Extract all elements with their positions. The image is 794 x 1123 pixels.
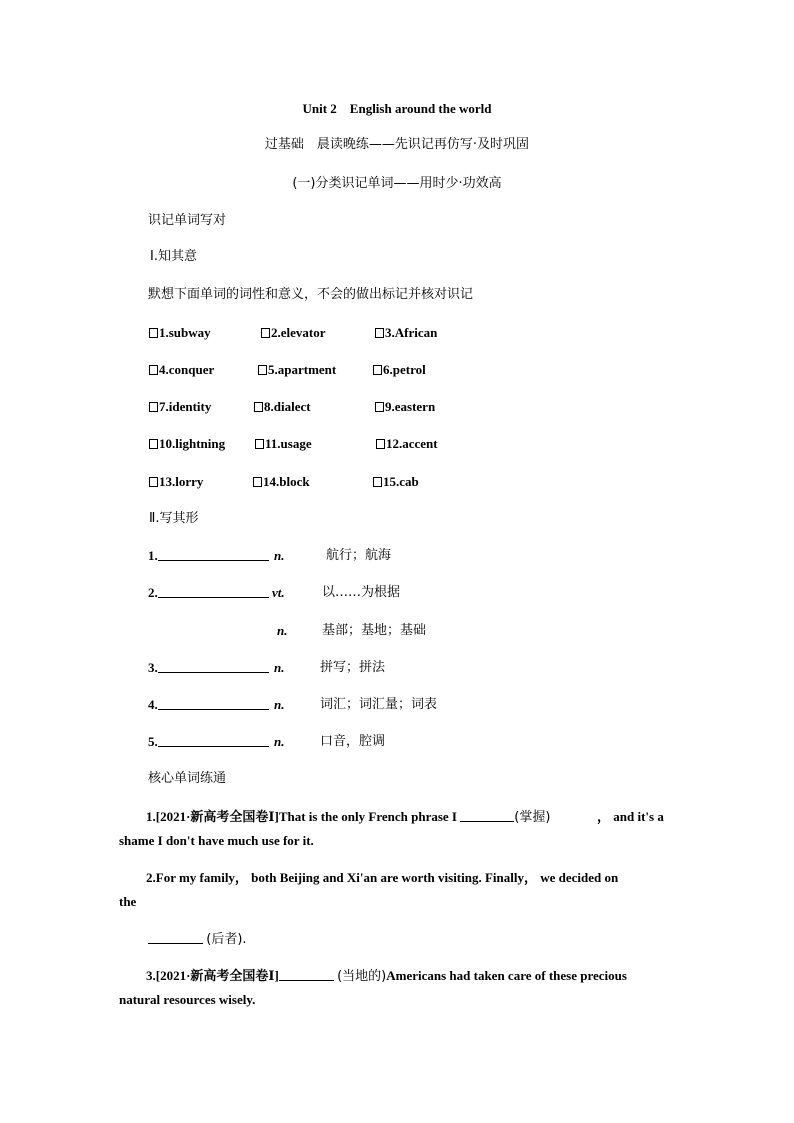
word-item: 12.accent (376, 436, 438, 452)
word-item: 5.apartment (258, 362, 336, 378)
write-item-meaning: 拼写；拼法 (320, 660, 386, 675)
write-item-meaning: 基部；基地；基础 (322, 623, 427, 638)
write-item-pos: vt. (272, 585, 285, 600)
write-item-pos: n. (274, 548, 285, 563)
write-item-meaning: 口音，腔调 (320, 734, 386, 749)
answer-blank[interactable] (158, 697, 269, 710)
question-2-line-3: (后者). (148, 931, 247, 948)
checkbox-icon[interactable] (149, 328, 158, 338)
write-item: 4. (148, 697, 269, 713)
write-item-pos: n. (274, 734, 285, 749)
word-item: 13.lorry (149, 474, 203, 490)
write-item-meaning: 航行；航海 (326, 548, 392, 563)
checkbox-icon[interactable] (376, 439, 385, 449)
write-item-pos: n. (277, 623, 288, 638)
question-3-line-1: 3.[2021·新高考全国卷Ⅰ] (当地的)Americans had taken care of these precious (146, 968, 627, 984)
word-item: 10.lightning (149, 436, 225, 452)
checkbox-icon[interactable] (373, 477, 382, 487)
unit-title: Unit 2 English around the world (302, 101, 492, 116)
question-1-line-2: shame I don't have much use for it. (119, 833, 314, 848)
word-item: 7.identity (149, 399, 211, 415)
checkbox-icon[interactable] (149, 439, 158, 449)
part-b-heading: 核心单词练通 (148, 771, 227, 786)
answer-blank[interactable] (148, 931, 203, 944)
answer-blank[interactable] (158, 585, 269, 598)
write-item: 5. (148, 734, 269, 750)
write-item-meaning: 以……为根据 (322, 585, 401, 600)
checkbox-icon[interactable] (255, 439, 264, 449)
word-item: 8.dialect (254, 399, 311, 415)
checkbox-icon[interactable] (149, 365, 158, 375)
question-1-line-1-end: ， and it's a (597, 809, 664, 824)
checkbox-icon[interactable] (258, 365, 267, 375)
word-item: 2.elevator (261, 325, 326, 341)
word-item: 6.petrol (373, 362, 426, 378)
checkbox-icon[interactable] (375, 402, 384, 412)
checkbox-icon[interactable] (253, 477, 262, 487)
checkbox-icon[interactable] (261, 328, 270, 338)
write-item-pos: n. (274, 697, 285, 712)
part-a-heading: 识记单词写对 (148, 213, 227, 228)
checkbox-icon[interactable] (373, 365, 382, 375)
checkbox-icon[interactable] (149, 402, 158, 412)
word-item: 14.block (253, 474, 310, 490)
word-item: 15.cab (373, 474, 419, 490)
answer-blank[interactable] (158, 734, 269, 747)
answer-blank[interactable] (158, 660, 269, 673)
word-item: 9.eastern (375, 399, 435, 415)
instruction-text: 默想下面单词的词性和意义，不会的做出标记并核对识记 (148, 287, 474, 302)
write-item: 2. (148, 585, 269, 601)
section-heading: (一)分类识记单词——用时少·功效高 (292, 176, 502, 191)
question-1-line-1: 1.[2021·新高考全国卷Ⅰ]That is the only French phrase I (掌握) (146, 809, 551, 825)
word-item: 11.usage (255, 436, 312, 452)
checkbox-icon[interactable] (375, 328, 384, 338)
question-2-line-2: the (119, 894, 137, 909)
word-item: 4.conquer (149, 362, 214, 378)
word-item: 1.subway (149, 325, 211, 341)
section-subtitle: 过基础 晨读晚练——先识记再仿写·及时巩固 (264, 137, 530, 152)
checkbox-icon[interactable] (149, 477, 158, 487)
write-item-meaning: 词汇；词汇量；词表 (320, 697, 438, 712)
answer-blank[interactable] (158, 548, 269, 561)
question-2-line-1: 2.For my family， both Beijing and Xi'an are worth visiting. Finally， we decided on (146, 870, 619, 885)
write-item: 1. (148, 548, 269, 564)
question-3-line-2: natural resources wisely. (119, 992, 256, 1007)
checkbox-icon[interactable] (254, 402, 263, 412)
write-item: 3. (148, 660, 269, 676)
word-item: 3.African (375, 325, 437, 341)
sub1-heading: Ⅰ.知其意 (150, 249, 197, 264)
answer-blank[interactable] (460, 809, 514, 822)
sub2-heading: Ⅱ.写其形 (149, 511, 199, 526)
answer-blank[interactable] (279, 968, 334, 981)
write-item-pos: n. (274, 660, 285, 675)
